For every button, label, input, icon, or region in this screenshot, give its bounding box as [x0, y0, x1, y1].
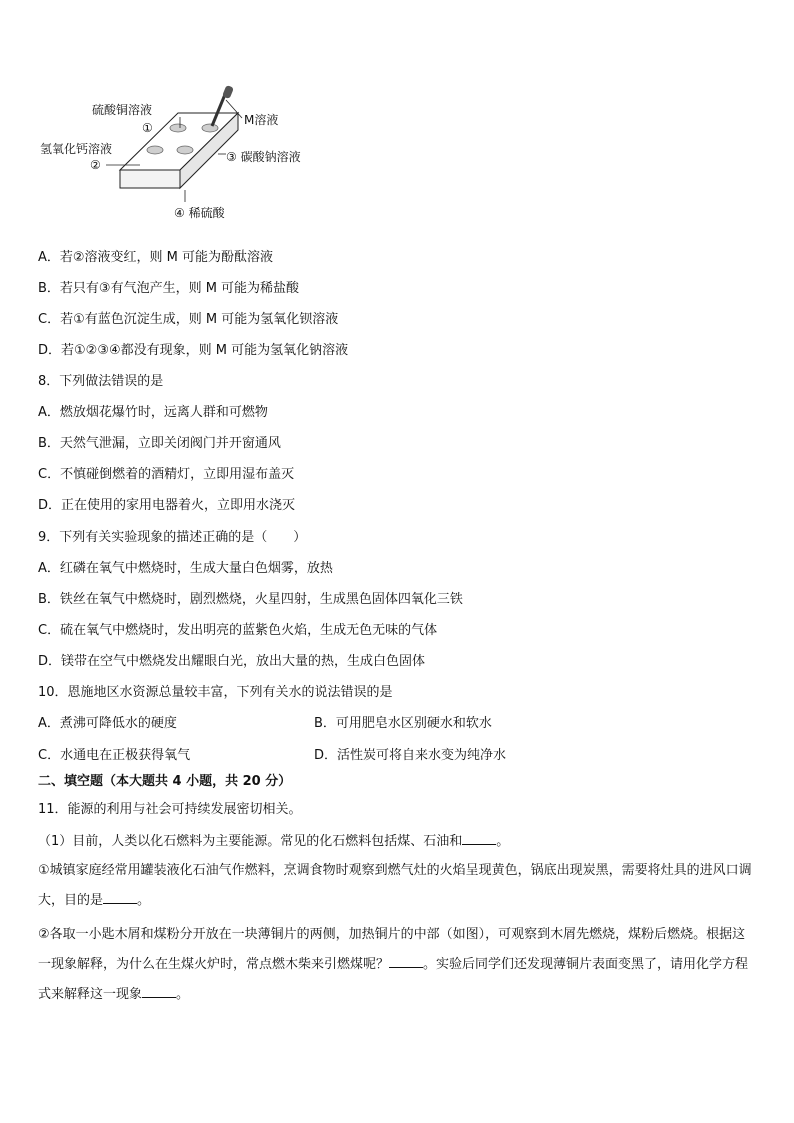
- label-well-1: ①: [142, 121, 153, 135]
- label-well-2: ②: [90, 158, 101, 172]
- well-2: [147, 146, 163, 154]
- answer-blank[interactable]: [389, 955, 423, 968]
- label-sodium-carbonate: ③ 碳酸钠溶液: [226, 150, 301, 164]
- answer-blank[interactable]: [103, 891, 137, 904]
- label-dilute-sulfuric: ④ 稀硫酸: [174, 206, 225, 220]
- q7-option-d: D．若①②③④都没有现象，则 M 可能为氢氧化钠溶液: [38, 343, 349, 358]
- q11-part1-end: 。: [496, 834, 510, 849]
- q11-sub2-text-b: 。实验后同学们还发现薄铜片表面变黑了，请用化学方程式来解释这一现象: [38, 957, 749, 1002]
- label-copper-sulfate: 硫酸铜溶液: [92, 103, 153, 117]
- q10-option-b: B．可用肥皂水区别硬水和软水: [314, 716, 492, 731]
- label-m-solution: M溶液: [244, 113, 279, 127]
- q11-sub2-text-a: ②各取一小匙木屑和煤粉分开放在一块薄铜片的两侧，加热铜片的中部（如图），可观察到木屑先燃烧，煤粉后燃烧。根据这一现象解释，为什么在生煤火炉时，常点燃木柴来引燃煤呢？: [38, 927, 746, 972]
- q11-sub1-text: ①城镇家庭经常用罐装液化石油气作燃料，烹调食物时观察到燃气灶的火焰呈现黄色，锅底出现炭黑，需要将灶具的进风口调大，目的是: [38, 863, 752, 908]
- spot-plate-figure: [0, 0, 794, 240]
- q11-sub1-end: 。: [137, 893, 151, 908]
- section-heading: 二、填空题（本大题共 4 小题，共 20 分）: [38, 774, 292, 789]
- well-4: [177, 146, 193, 154]
- q8-option-b: B．天然气泄漏，立即关闭阀门并开窗通风: [38, 436, 281, 451]
- q9-option-d: D．镁带在空气中燃烧发出耀眼白光，放出大量的热，生成白色固体: [38, 654, 426, 669]
- answer-blank[interactable]: [462, 832, 496, 845]
- q10-option-a: A．煮沸可降低水的硬度: [38, 716, 177, 731]
- well-3: [202, 124, 218, 132]
- q9-option-a: A．红磷在氧气中燃烧时，生成大量白色烟雾，放热: [38, 561, 333, 576]
- spot-plate-front: [120, 170, 180, 188]
- q8-option-d: D．正在使用的家用电器着火，立即用水浇灭: [38, 498, 296, 513]
- q7-option-a: A．若②溶液变红，则 M 可能为酚酞溶液: [38, 250, 274, 265]
- q9-stem: 9．下列有关实验现象的描述正确的是（ ）: [38, 530, 307, 545]
- q11-sub2: [38, 920, 758, 1010]
- q9-option-b: B．铁丝在氧气中燃烧时，剧烈燃烧，火星四射，生成黑色固体四氧化三铁: [38, 592, 463, 607]
- q10-stem: 10．恩施地区水资源总量较丰富，下列有关水的说法错误的是: [38, 685, 393, 700]
- q8-option-c: C．不慎碰倒燃着的酒精灯，立即用湿布盖灭: [38, 467, 295, 482]
- q11-part1: [38, 832, 509, 851]
- q9-option-c: C．硫在氧气中燃烧时，发出明亮的蓝紫色火焰，生成无色无味的气体: [38, 623, 438, 638]
- q11-stem: 11．能源的利用与社会可持续发展密切相关。: [38, 802, 302, 817]
- label-calcium-hydroxide: 氢氧化钙溶液: [40, 142, 113, 156]
- q10-option-c: C．水通电在正极获得氧气: [38, 748, 191, 763]
- q8-option-a: A．燃放烟花爆竹时，远离人群和可燃物: [38, 405, 268, 420]
- q8-stem: 8．下列做法错误的是: [38, 374, 164, 389]
- q11-sub1: [38, 856, 758, 916]
- q7-option-b: B．若只有③有气泡产生，则 M 可能为稀盐酸: [38, 281, 300, 296]
- q10-option-d: D．活性炭可将自来水变为纯净水: [314, 748, 507, 763]
- q11-sub2-end: 。: [176, 987, 190, 1002]
- answer-blank[interactable]: [142, 985, 176, 998]
- well-1: [170, 124, 186, 132]
- q7-option-c: C．若①有蓝色沉淀生成，则 M 可能为氢氧化钡溶液: [38, 312, 339, 327]
- q11-part1-text: （1）目前，人类以化石燃料为主要能源。常见的化石燃料包括煤、石油和: [38, 834, 463, 849]
